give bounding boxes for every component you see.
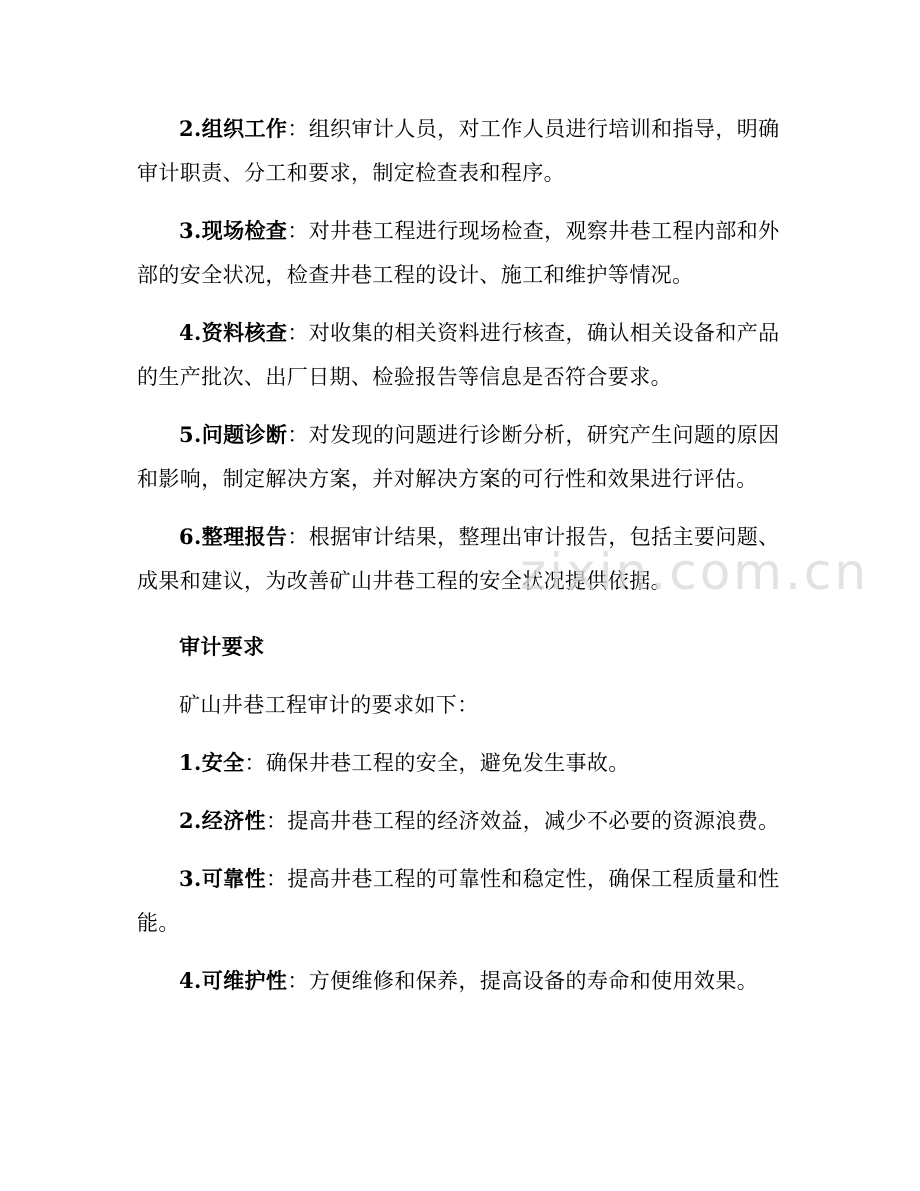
requirement-safety <box>137 741 787 785</box>
step-label: 5.问题诊断 <box>179 422 288 447</box>
watermark: zixin.com.cn <box>520 543 870 601</box>
requirement-text: 方便维修和保养，提高设备的寿命和使用效果。 <box>308 969 759 993</box>
step-separator: ： <box>287 117 309 141</box>
requirement-label: 3.可靠性 <box>179 866 266 891</box>
requirement-economy <box>137 799 787 843</box>
step-label: 6.整理报告 <box>179 524 288 549</box>
step-organize-work <box>137 107 787 195</box>
step-separator: ： <box>287 525 309 549</box>
section-intro: 矿山井巷工程审计的要求如下： <box>179 693 479 717</box>
step-text: 对收集的相关资料进行核查，确认相关设备和产品的生产批次、出厂日期、检验报告等信息是否符合要求。 <box>137 321 780 389</box>
step-label: 2.组织工作 <box>179 116 288 141</box>
step-label: 4.资料核查 <box>179 320 288 345</box>
step-document-review <box>137 311 787 399</box>
requirement-separator: ： <box>287 969 309 993</box>
step-text: 根据审计结果，整理出审计报告，包括主要问题、成果和建议，为改善矿山井巷工程的安全状况提供依据。 <box>137 525 780 593</box>
step-problem-diagnosis <box>137 413 787 501</box>
requirement-reliability <box>137 857 787 945</box>
requirement-separator: ： <box>265 867 288 891</box>
step-separator: ： <box>287 423 309 447</box>
requirement-separator: ： <box>265 809 288 833</box>
step-separator: ： <box>287 219 309 243</box>
requirement-text: 确保井巷工程的安全，避免发生事故。 <box>265 751 630 775</box>
step-text: 组织审计人员，对工作人员进行培训和指导，明确审计职责、分工和要求，制定检查表和程序。 <box>137 117 780 185</box>
step-label: 3.现场检查 <box>179 218 288 243</box>
requirement-label: 2.经济性 <box>179 808 266 833</box>
requirement-label: 1.安全 <box>179 750 245 775</box>
step-text: 对井巷工程进行现场检查，观察井巷工程内部和外部的安全状况，检查井巷工程的设计、施工和维护等情况。 <box>137 219 780 287</box>
step-site-inspection <box>137 209 787 297</box>
requirement-text: 提高井巷工程的经济效益，减少不必要的资源浪费。 <box>287 809 780 833</box>
requirement-separator: ： <box>244 751 266 775</box>
step-text: 对发现的问题进行诊断分析，研究产生问题的原因和影响，制定解决方案，并对解决方案的可行性和效果进行评估。 <box>137 423 780 491</box>
step-separator: ： <box>287 321 309 345</box>
section-heading: 审计要求 <box>179 634 265 659</box>
requirement-maintainability <box>137 959 787 1003</box>
requirement-text: 提高井巷工程的可靠性和稳定性，确保工程质量和性能。 <box>137 867 780 935</box>
requirement-label: 4.可维护性 <box>179 968 288 993</box>
